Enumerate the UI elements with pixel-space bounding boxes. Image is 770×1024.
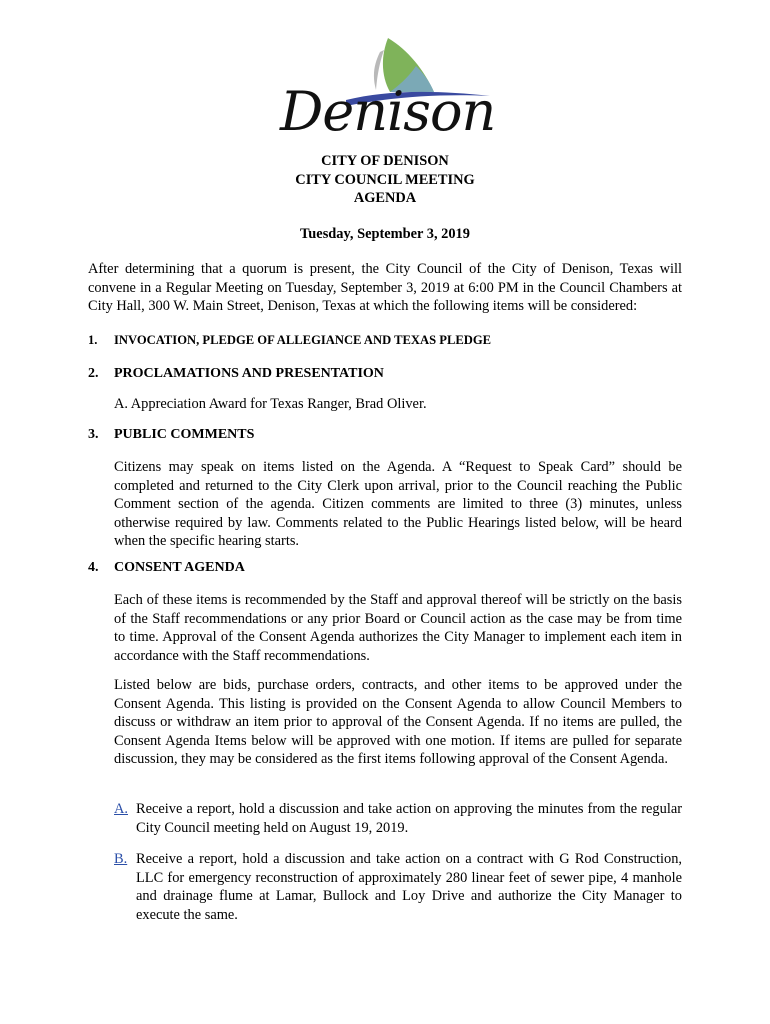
- consent-agenda-paragraph-1: Each of these items is recommended by the Staff and approval thereof will be strictly on the basis of the Staff recommendations or any prior Board or Council action as the case may be from time to time. Approval of the Consent Agenda authorizes the City Manager to implement each item in accordance with the Staff recommendations.: [114, 592, 682, 664]
- section-1-heading: 1. INVOCATION, PLEDGE OF ALLEGIANCE AND TEXAS PLEDGE: [88, 333, 492, 347]
- consent-item-b-link[interactable]: B.: [114, 851, 128, 867]
- logo-wordmark: Denison: [280, 80, 496, 136]
- agenda-title-block: [0, 152, 770, 208]
- consent-agenda-paragraph-2: Listed below are bids, purchase orders, contracts, and other items to be approved under the Consent Agenda. This listing is provided on the Consent Agenda to allow Council Members to discuss or withdraw an item prior to approval of the Consent Agenda. If no items are pulled, the Consent Agenda Items below will be approved with one motion. If items are pulled for separate discussion, they may be considered as the first items following approval of the Consent Agenda.: [114, 677, 682, 768]
- consent-item-a-link[interactable]: A.: [114, 801, 128, 817]
- consent-item-b-text: Receive a report, hold a discussion and take action on a contract with G Rod Construction, LLC for emergency reconstruction of approximately 280 linear feet of sewer pipe, 4 manhole and drainage flume at Lamar, Bullock and Loy Drive and authorize the City Manager to execute the same.: [136, 851, 682, 923]
- consent-item-a-text: Receive a report, hold a discussion and take action on approving the minutes from the regular City Council meeting held on August 19, 2019.: [136, 801, 682, 836]
- city-name: CITY OF DENISON: [321, 153, 449, 169]
- consent-item-a: [114, 800, 682, 837]
- consent-item-b: [114, 850, 682, 924]
- section-2-heading: 2. PROCLAMATIONS AND PRESENTATION: [88, 366, 384, 381]
- agenda-title: AGENDA: [353, 190, 417, 206]
- public-comments-paragraph: Citizens may speak on items listed on the Agenda. A “Request to Speak Card” should be completed and returned to the City Clerk upon arrival, prior to the Council reaching the Public Comment section of the agenda. Citizen comments are limited to three (3) minutes, unless otherwise required by law. Comments related to the Public Hearings listed below, will be heard when the specific hearing starts.: [114, 459, 682, 550]
- meeting-date: Tuesday, September 3, 2019: [300, 226, 470, 242]
- intro-paragraph: After determining that a quorum is present, the City Council of the City of Denison, Texas will convene in a Regular Meeting on Tuesday, September 3, 2019 at 6:00 PM in the Council Chambers at City Hall, 300 W. Main Street, Denison, Texas at which the following items will be considered:: [88, 261, 682, 315]
- meeting-name: CITY COUNCIL MEETING: [295, 171, 475, 188]
- section-2-item-a: A. Appreciation Award for Texas Ranger, Brad Oliver.: [114, 396, 427, 412]
- denison-logo: [276, 34, 496, 136]
- section-4-heading: 4. CONSENT AGENDA: [88, 560, 245, 575]
- section-3-heading: 3. PUBLIC COMMENTS: [88, 427, 255, 442]
